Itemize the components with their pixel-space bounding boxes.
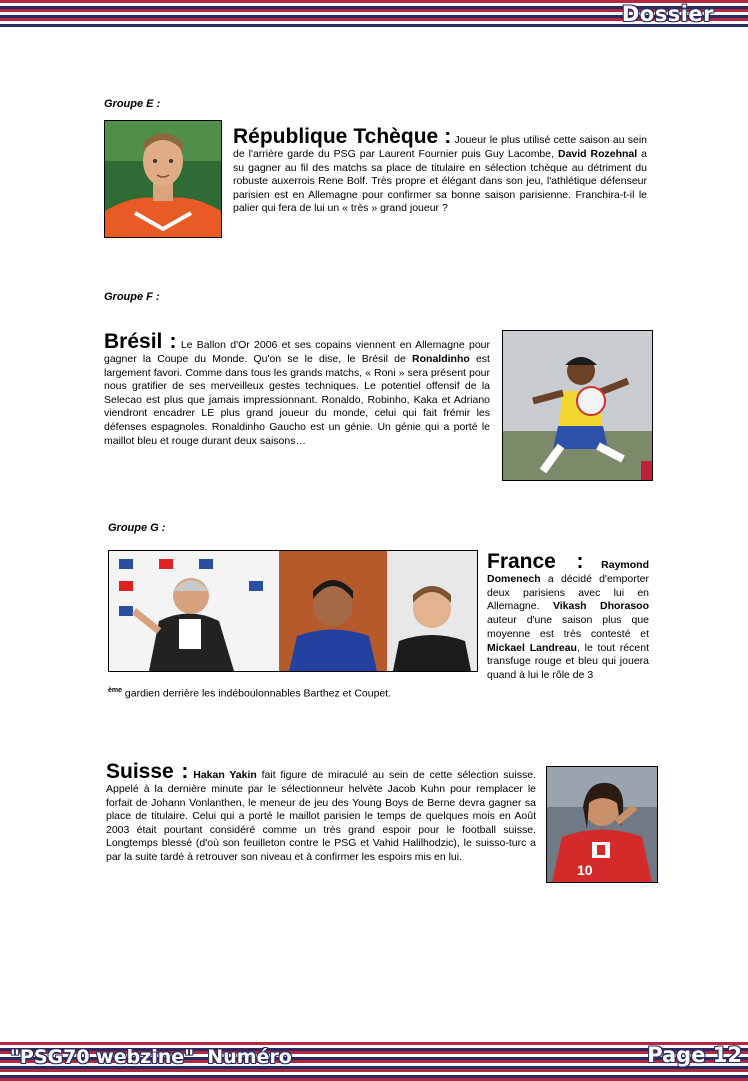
country-heading: Suisse : xyxy=(106,760,189,783)
player-name: Ronaldinho xyxy=(412,353,470,365)
page-number: Page 12 xyxy=(647,1043,742,1067)
webzine-title: "PSG70 webzine" Numéro xyxy=(10,1046,292,1068)
ronaldinho-photo xyxy=(502,330,653,481)
svg-text:10: 10 xyxy=(577,862,593,878)
country-heading: Brésil : xyxy=(104,330,177,353)
player-name: Mickael Landreau xyxy=(487,641,577,654)
yakin-photo xyxy=(546,766,658,883)
group-g-label: Groupe G : xyxy=(108,522,166,534)
article-switzerland: Suisse : Hakan Yakin fait figure de miraculé au sein de cette sélection suisse. Appelé à la dernière minute par le sélectionneur helvète Jacob Kuhn pour remplacer le forfait de Johann Vonlanthen, le meneur de jeu des Young Boys de Berne devra gagner sa place de titulaire. Celui qui a porté le maillot parisien le temps de quelques mois en Août 2003 était pourtant considéré comme un très grand espoir pour le football suisse. Longtemps blessé (d'où son feuilleton contre le PSG et Vahid Halilhodzic), le suisso-turc a par la suite tardé à retrouver son niveau et à confirmer les espoirs mis en lui. xyxy=(106,760,536,863)
country-heading: France : xyxy=(487,550,584,573)
france-players-photo xyxy=(108,550,478,672)
group-e-label: Groupe E : xyxy=(104,98,161,110)
article-france-continued: $^{ème}$ gardien derrière les indéboulonnables Barthez et Coupet. xyxy=(108,687,392,700)
group-f-label: Groupe F : xyxy=(104,291,160,303)
country-heading: République Tchèque : xyxy=(233,125,452,148)
section-title: Dossier xyxy=(621,2,714,26)
player-name: Vikash Dhorasoo xyxy=(552,600,649,613)
superscript: ème xyxy=(108,687,123,694)
player-name: Hakan Yakin xyxy=(193,769,257,781)
rozehnal-photo xyxy=(104,120,222,238)
article-brazil: Brésil : Le Ballon d'Or 2006 et ses copains viennent en Allemagne pour gagner la Coupe du Monde. Qu'on se le dise, le Brésil de Ronaldinho est largement favori. Comme dans tous les grands matchs, « Roni » sera présent pour nous gratifier de ses merveilleux gestes techniques. Le potentiel offensif de la Selecao est plus que jamais impressionnant. Ronaldo, Robinho, Kaka et Adriano viendront encadrer LE plus grand joueur du monde, celui qui fait frémir les défenses espagnoles. Ronaldinho Gaucho est un génie. Un génie qui a porté le maillot bleu et rouge durant deux saisons… xyxy=(104,330,490,447)
article-france-side: France : Raymond Domenech a décidé d'emporter deux parisiens avec lui en Allemagne. Vikash Dhorasoo auteur d'une saison plus que moyenne est très contesté et Mickael Landreau, le tout récent transfuge rouge et bleu qui jouera quand à lui le rôle de 3 xyxy=(487,550,649,681)
player-name: Raymond Domenech xyxy=(487,559,649,585)
player-name: David Rozehnal xyxy=(557,148,638,160)
article-czech: République Tchèque : Joueur le plus utilisé cette saison au sein de l'arrière garde du PSG par Laurent Fournier puis Guy Lacombe, David Rozehnal a su gagner au fil des matchs sa place de titulaire en sélection tchèque au détriment du robuste auxerrois Rene Bolf. Très propre et élégant dans son jeu, l'athlétique défenseur parisien est en Allemagne pour confirmer sa bonne saison parisienne. Franchira-t-il le palier qui fera de lui un « très » grand joueur ? xyxy=(233,125,647,215)
